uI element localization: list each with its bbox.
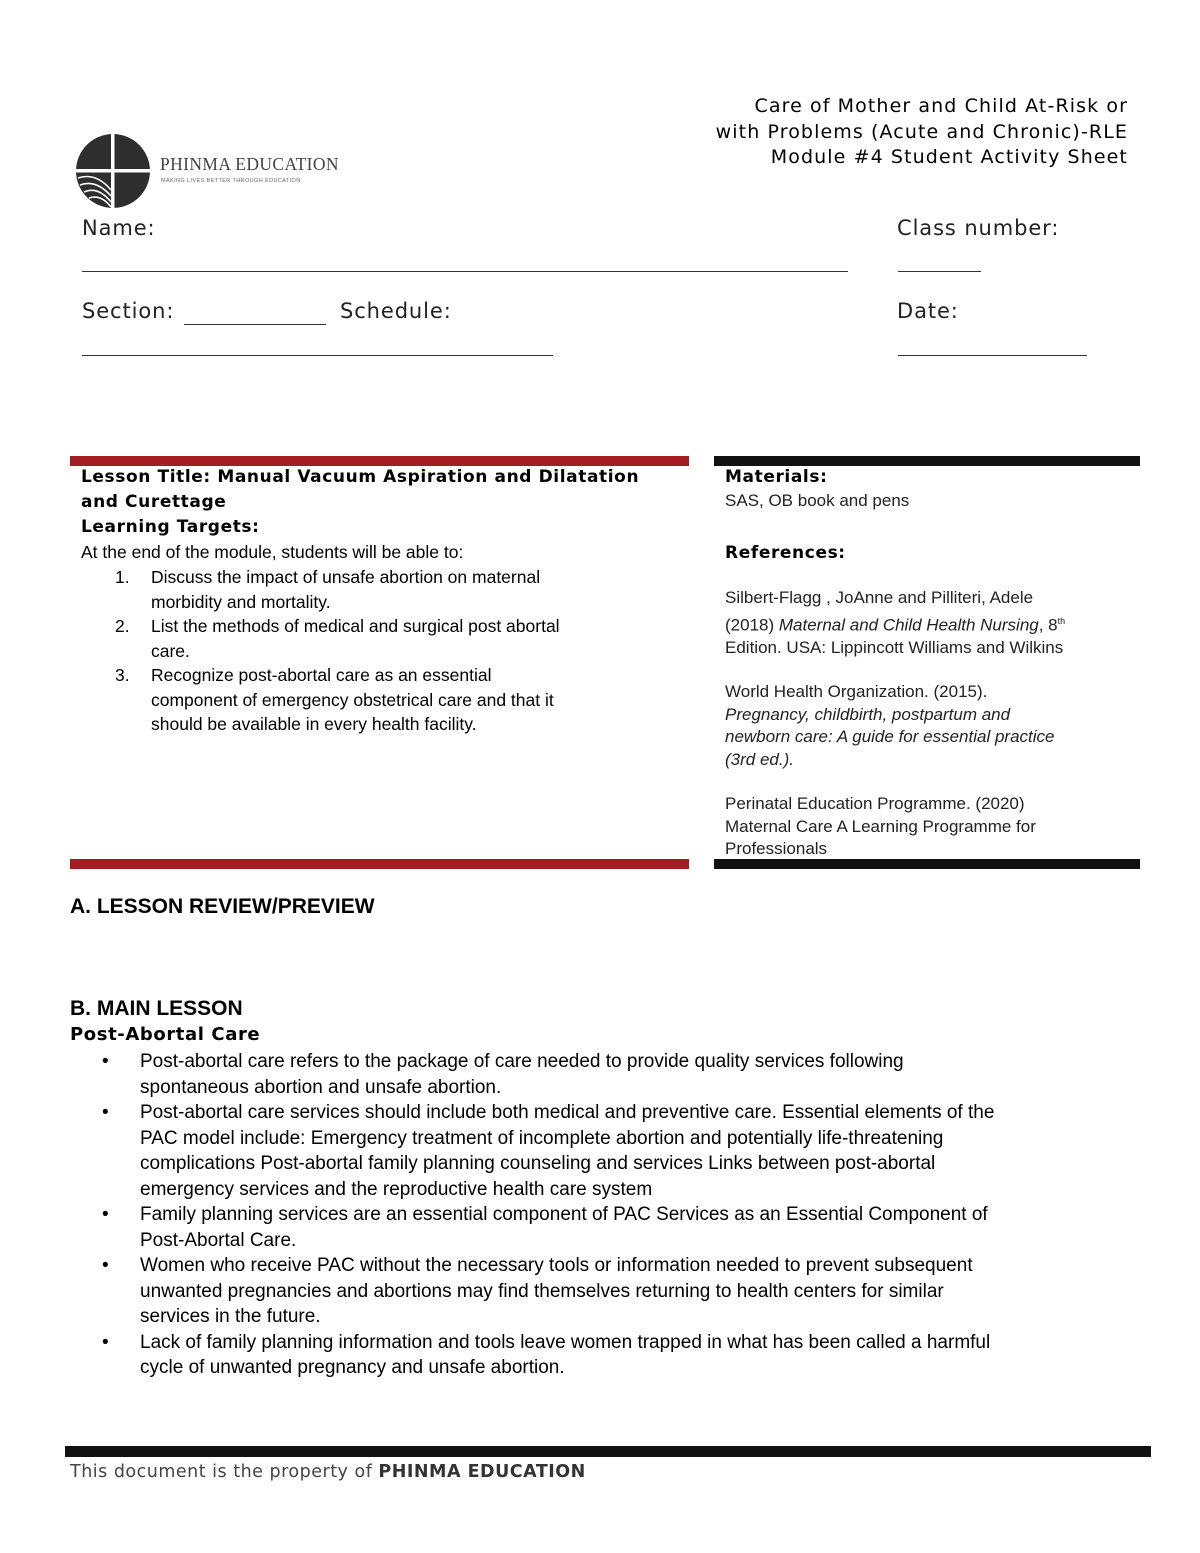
name-field[interactable]	[82, 271, 848, 272]
post-abortal-care-subheading: Post-Abortal Care	[70, 1024, 261, 1045]
footer-divider	[65, 1446, 1151, 1457]
class-number-field[interactable]	[898, 271, 981, 272]
lesson-title	[81, 465, 686, 515]
section-field[interactable]	[184, 324, 326, 325]
bullet-text: spontaneous abortion and unsafe abortion.	[140, 1076, 502, 1098]
main-lesson-bullets	[70, 1049, 1150, 1381]
bullet-text: PAC model include: Emergency treatment of incomplete abortion and potentially life-threatening	[140, 1127, 944, 1149]
lesson-title-line-2: and Curettage	[81, 492, 227, 512]
materials-box	[725, 465, 1137, 861]
bullet-text: emergency services and the reproductive health care system	[140, 1178, 653, 1200]
list-item	[81, 614, 686, 663]
schedule-label: Schedule:	[340, 299, 452, 323]
learning-targets-list	[81, 565, 686, 737]
title-line-1: Care of Mother and Child At-Risk or	[754, 95, 1128, 117]
footer-text	[70, 1462, 586, 1482]
bullet-text: unwanted pregnancies and abortions may find themselves returning to health centers for similar	[140, 1280, 944, 1302]
bullet: •	[102, 1204, 109, 1225]
bullet: •	[102, 1102, 109, 1123]
date-label: Date:	[897, 299, 959, 323]
bullet-text: Women who receive PAC without the necessary tools or information needed to prevent subsequent	[140, 1255, 973, 1276]
reference-title: Pregnancy, childbirth, postpartum and	[725, 704, 1011, 724]
target-text: component of emergency obstetrical care and that it	[151, 689, 554, 710]
target-text: should be available in every health facility.	[151, 714, 477, 734]
logo-tagline: MAKING LIVES BETTER THROUGH EDUCATION	[161, 178, 301, 184]
reference-title: newborn care: A guide for essential practice	[725, 727, 1055, 747]
section-label: Section:	[82, 299, 175, 323]
materials-text: SAS, OB book and pens	[725, 491, 910, 510]
references-label: References:	[725, 543, 846, 563]
reference-text	[725, 610, 1137, 637]
bullet: •	[102, 1051, 109, 1072]
list-item	[70, 1330, 1150, 1381]
reference-text: Professionals	[725, 839, 828, 859]
lesson-box-bottom-border	[70, 859, 689, 869]
reference-text: Maternal Care A Learning Programme for	[725, 816, 1036, 836]
reference-text: World Health Organization. (2015).	[725, 682, 988, 702]
logo-name: PHINMA EDUCATION	[160, 154, 339, 174]
name-label: Name:	[82, 216, 156, 240]
list-number: 1.	[115, 567, 130, 587]
section-a-heading: A. LESSON REVIEW/PREVIEW	[70, 895, 375, 918]
target-text: Recognize post-abortal care as an essential	[151, 665, 492, 685]
list-item	[70, 1253, 1150, 1330]
reference-title: Maternal and Child Health Nursing	[778, 615, 1039, 635]
materials-label: Materials:	[725, 467, 828, 487]
target-text: morbidity and mortality.	[151, 591, 331, 612]
learning-targets-intro: At the end of the module, students will be able to:	[81, 542, 464, 562]
lesson-title-line-1: Lesson Title: Manual Vacuum Aspiration and Dilatation	[81, 467, 640, 487]
reference-text: Edition. USA: Lippincott Williams and Wilkins	[725, 637, 1064, 657]
reference-2	[725, 681, 1137, 771]
reference-text: Perinatal Education Programme. (2020)	[725, 794, 1025, 814]
reference-3	[725, 793, 1137, 861]
bullet-text: Post-abortal care refers to the package of care needed to provide quality services following	[140, 1051, 904, 1072]
phinma-logo-icon	[74, 132, 152, 214]
lesson-box	[81, 465, 686, 737]
footer-brand: PHINMA EDUCATION	[378, 1462, 586, 1482]
reference-text: Silbert-Flagg , JoAnne and Pilliteri, Adele	[725, 588, 1034, 607]
bullet-text: Lack of family planning information and tools leave women trapped in what has been called a harmful	[140, 1331, 991, 1353]
list-number: 3.	[115, 665, 130, 685]
list-item	[70, 1100, 1150, 1202]
class-number-label: Class number:	[897, 216, 1060, 240]
footer-property-text: This document is the property of	[70, 1462, 379, 1482]
title-line-3: Module #4 Student Activity Sheet	[770, 146, 1128, 168]
list-item	[81, 663, 686, 737]
target-text: care.	[151, 640, 190, 661]
date-field[interactable]	[898, 355, 1087, 356]
reference-title: (3rd ed.).	[725, 749, 794, 769]
reference-1	[725, 587, 1137, 659]
bullet-text: Post-Abortal Care.	[140, 1229, 297, 1251]
learning-targets-label: Learning Targets:	[81, 517, 260, 537]
reference-year: (2018)	[725, 615, 779, 635]
list-number: 2.	[115, 616, 130, 636]
bullet-text: complications Post-abortal family planning counseling and services Links between post-abortal	[140, 1153, 936, 1174]
reference-superscript: th	[1057, 615, 1066, 626]
list-item	[81, 565, 686, 614]
list-item	[70, 1049, 1150, 1100]
bullet-text: cycle of unwanted pregnancy and unsafe abortion.	[140, 1357, 565, 1378]
bullet: •	[102, 1255, 109, 1276]
title-line-2: with Problems (Acute and Chronic)-RLE	[715, 120, 1128, 143]
target-text: List the methods of medical and surgical post abortal	[151, 616, 560, 636]
document-title	[716, 94, 1128, 171]
section-b-heading: B. MAIN LESSON	[70, 997, 243, 1020]
bullet-text: Post-abortal care services should include both medical and preventive care. Essential elements of the	[140, 1102, 995, 1123]
reference-edition: , 8	[1038, 615, 1058, 635]
schedule-field[interactable]	[82, 355, 553, 356]
list-item	[70, 1202, 1150, 1253]
bullet-text: Family planning services are an essential component of PAC Services as an Essential Component of	[140, 1204, 988, 1225]
bullet: •	[102, 1331, 109, 1353]
target-text: Discuss the impact of unsafe abortion on maternal	[151, 567, 541, 587]
bullet-text: services in the future.	[140, 1306, 321, 1327]
